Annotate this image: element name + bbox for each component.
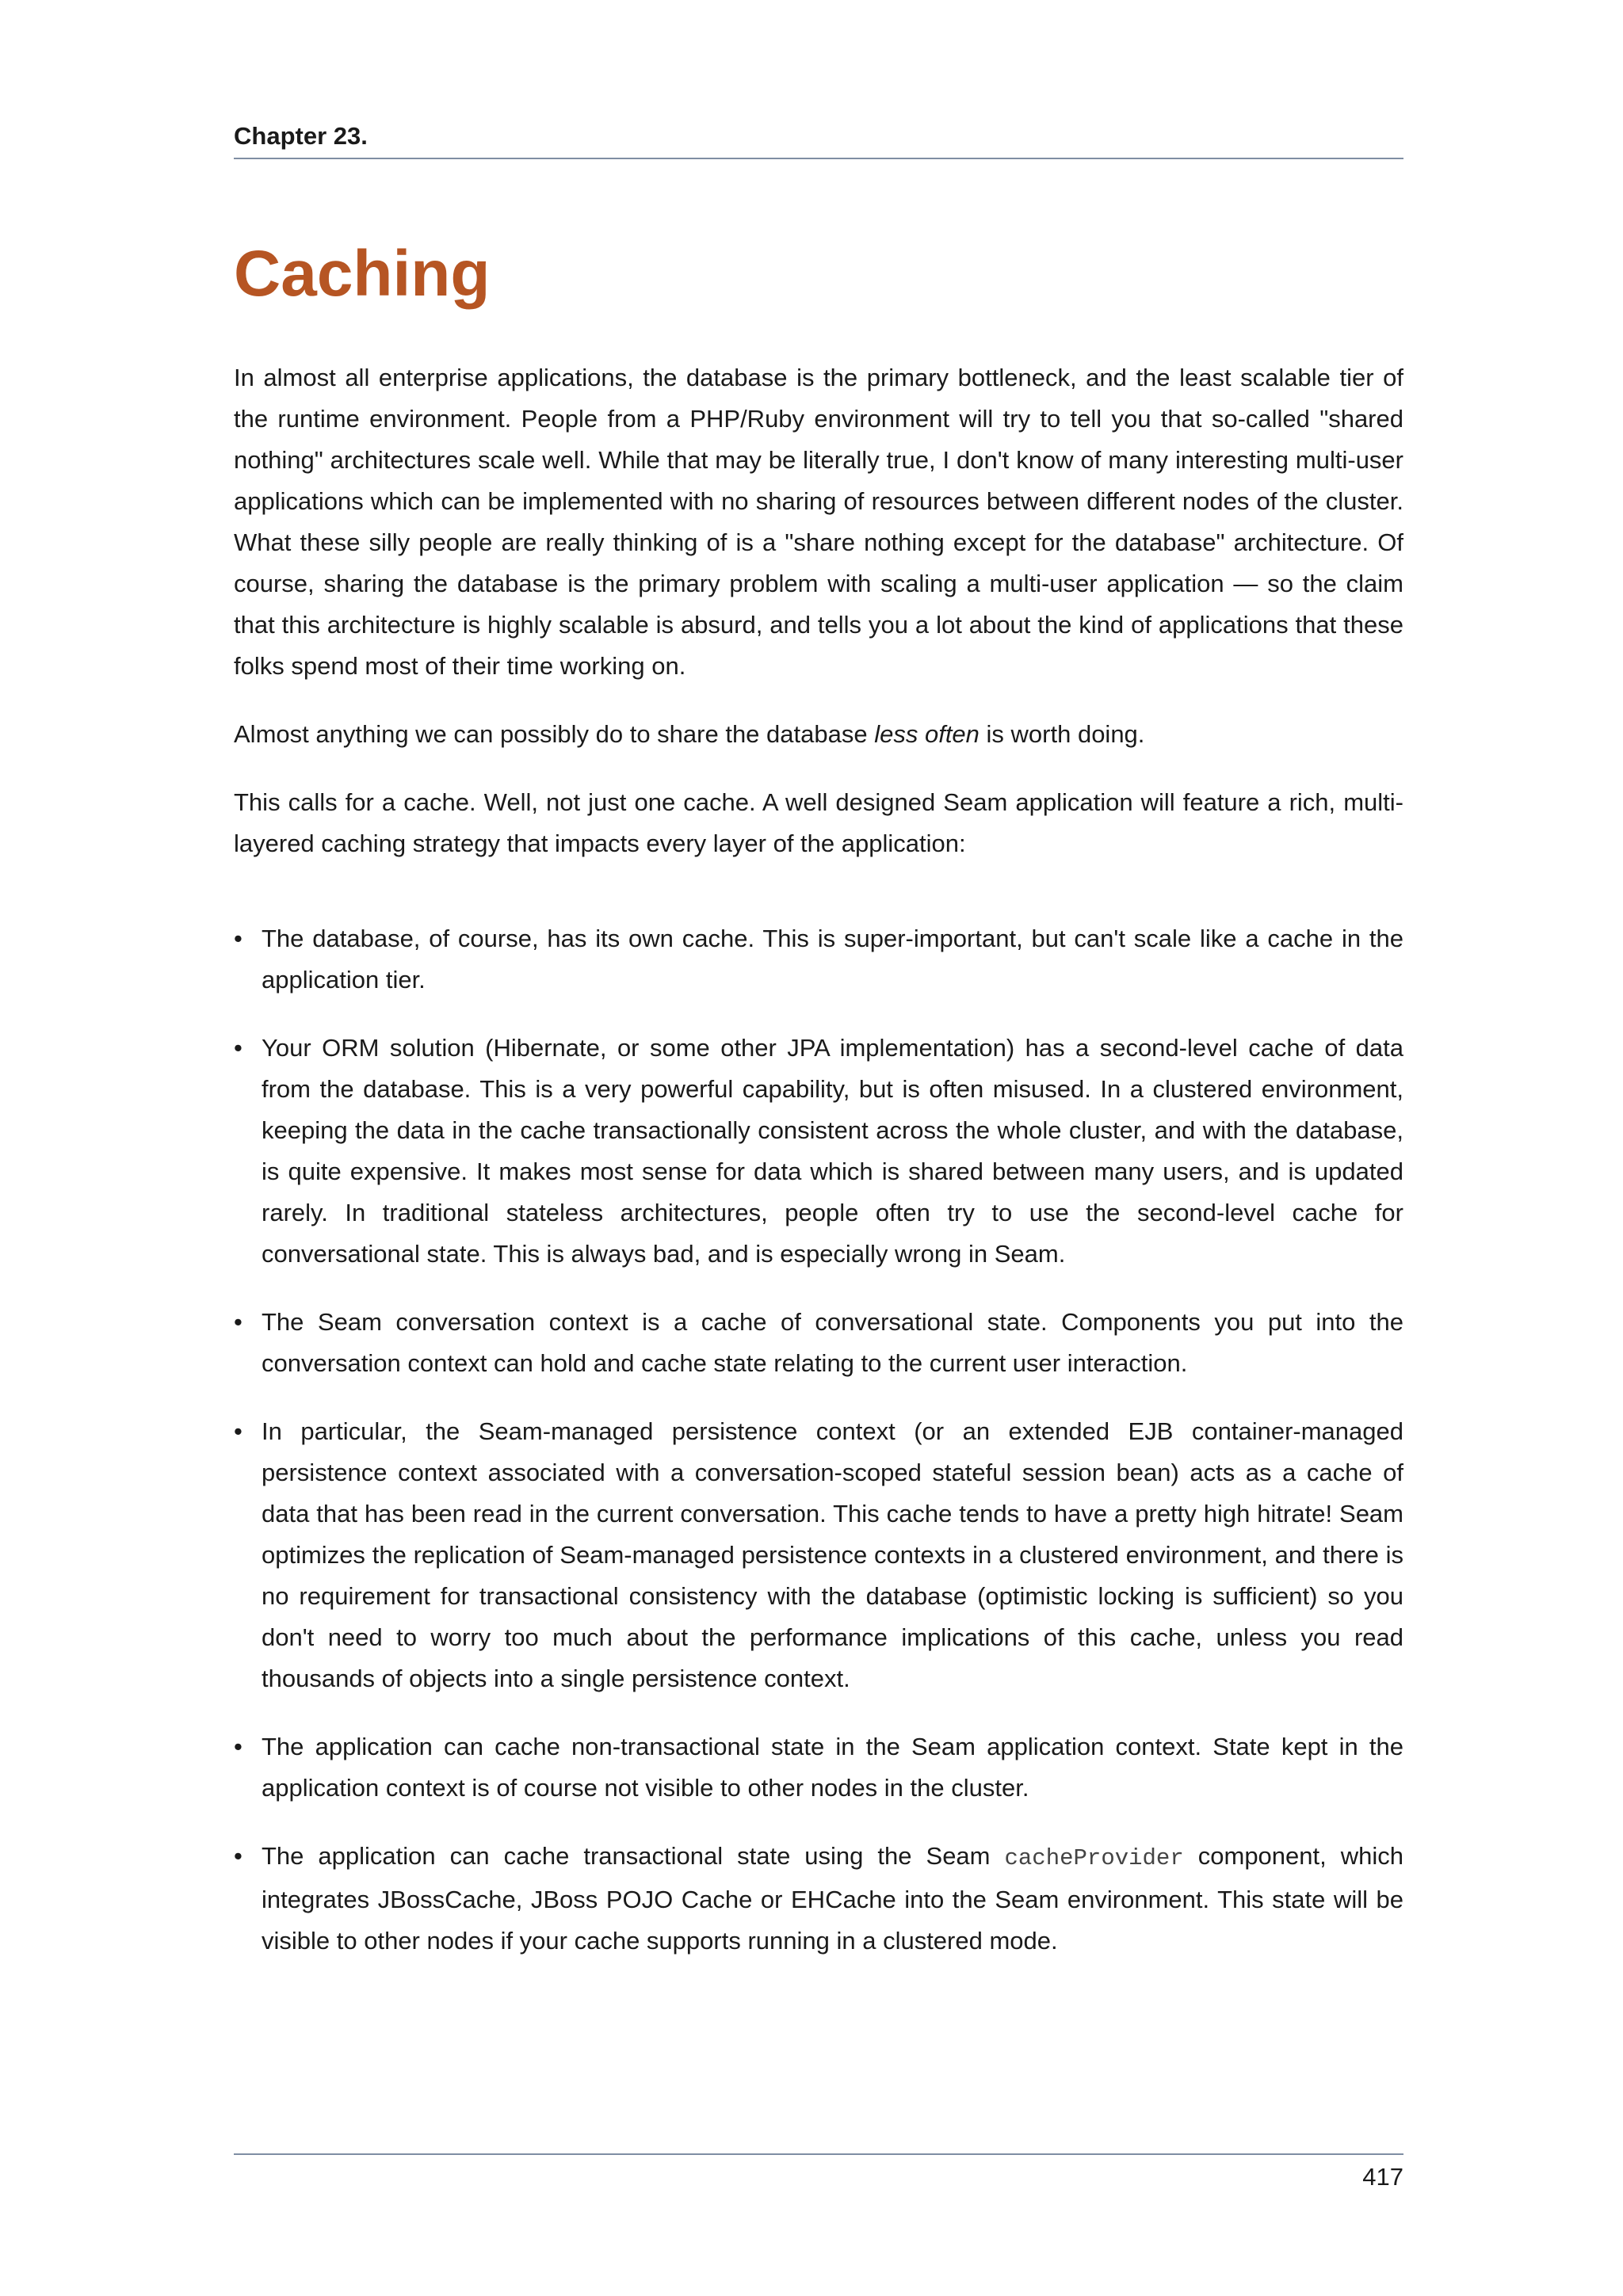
bullet-marker: • [234,1733,242,1760]
bullet-marker: • [234,925,242,952]
list-item-text: The database, of course, has its own cache. This is super-important, but can't scale like a cache in the application tier. [262,925,1403,994]
footer-divider [234,2153,1403,2155]
cache-call-paragraph: This calls for a cache. Well, not just one cache. A well designed Seam application will feature a rich, multi-layered caching strategy that impacts every layer of the application: [234,788,1403,857]
list-item [234,1836,1403,1962]
intro-paragraph: In almost all enterprise applications, the database is the primary bottleneck, and the least scalable tier of the runtime environment. People from a PHP/Ruby environment will try to tell you that so-called "shared nothing" architectures scale well. While that may be literally true, I don't know of many interesting multi-user applications which can be implemented with no sharing of resources between different nodes of the cluster. What these silly people are really thinking of is a "share nothing except for the database" architecture. Of course, sharing the database is the primary problem with scaling a multi-user application — so the claim that this architecture is highly scalable is absurd, and tells you a lot about the kind of applications that these folks spend most of their time working on. [234,364,1403,680]
list-item [234,918,1403,1001]
page-number: 417 [1362,2163,1403,2191]
list-item-text: The application can cache non-transactional state in the Seam application context. State kept in the application context is of course not visible to other nodes in the cluster. [262,1733,1403,1802]
item6-text-after: component, which integrates JBossCache, JBoss POJO Cache or EHCache into the Seam environment. This state will be visible to other nodes if your cache supports running in a clustered mode. [262,1842,1403,1955]
caching-layers-list [234,918,1403,1962]
bullet-marker: • [234,1842,242,1870]
share-text-before: Almost anything we can possibly do to share the database [234,720,875,748]
share-emphasis: less often [874,720,980,748]
list-item-text: The Seam conversation context is a cache of conversational state. Components you put into the conversation context can hold and cache state relating to the current user interaction. [262,1308,1403,1377]
share-paragraph [234,714,1403,755]
header-divider [234,158,1403,159]
list-item [234,1726,1403,1809]
share-text-after: is worth doing. [979,720,1145,748]
chapter-body [234,357,1403,1989]
list-item-text: In particular, the Seam-managed persistence context (or an extended EJB container-managed persistence context associated with a conversation-scoped stateful session bean) acts as a cache of data that has been read in the current conversation. This cache tends to have a pretty high hitrate! Seam optimizes the replication of Seam-managed persistence contexts in a clustered environment, and there is no requirement for transactional consistency with the database (optimistic locking is sufficient) so you don't need to worry too much about the performance implications of this cache, unless you read thousands of objects into a single persistence context. [262,1417,1403,1692]
list-item [234,1411,1403,1699]
list-item-text: Your ORM solution (Hibernate, or some other JPA implementation) has a second-level cache of data from the database. This is a very powerful capability, but is often misused. In a clustered environment, keeping the data in the cache transactionally consistent across the whole cluster, and with the database, is quite expensive. It makes most sense for data which is shared between many users, and is updated rarely. In traditional stateless architectures, people often try to use the second-level cache for conversational state. This is always bad, and is especially wrong in Seam. [262,1034,1403,1268]
list-item-text [262,1842,1403,1955]
running-header: Chapter 23. [234,122,368,150]
list-item [234,1028,1403,1275]
bullet-marker: • [234,1034,242,1062]
document-page [234,0,1403,2296]
list-item [234,1302,1403,1384]
item6-text-before: The application can cache transactional state using the Seam [262,1842,1005,1870]
chapter-title: Caching [234,238,491,310]
bullet-marker: • [234,1308,242,1336]
bullet-marker: • [234,1417,242,1445]
cache-provider-code: cacheProvider [1004,1845,1184,1871]
